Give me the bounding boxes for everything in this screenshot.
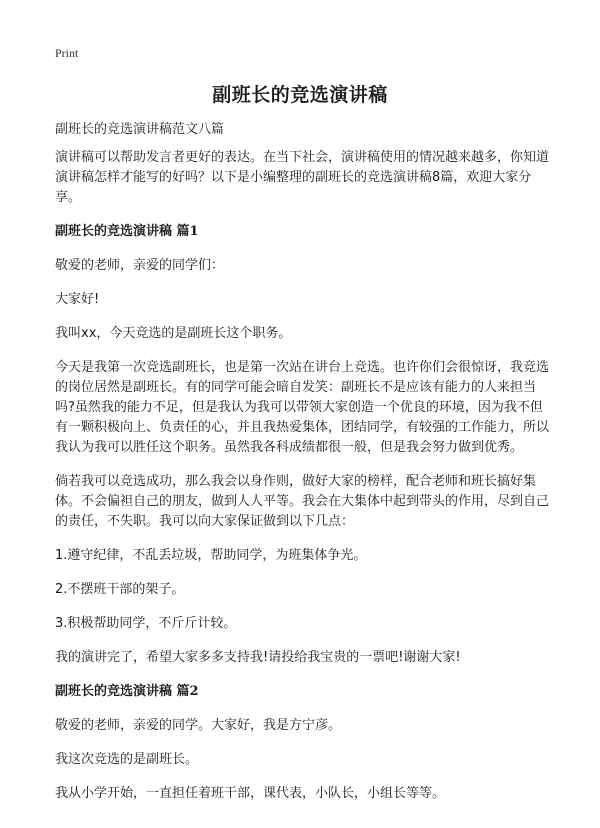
section2-line-1: 我这次竞选的是副班长。 xyxy=(55,752,199,767)
section1-closing: 我的演讲完了，希望大家多多支持我!请投给我宝贵的一票吧!谢谢大家! xyxy=(55,650,461,665)
intro-paragraph: 演讲稿可以帮助发言者更好的表达。在当下社会，演讲稿使用的情况越来越多，你知道演讲稿怎样才能写的好吗？以下是小编整理的副班长的竞选演讲稿8篇，欢迎大家分享。 xyxy=(55,150,550,205)
section1-paragraph-2: 倘若我可以竞选成功，那么我会以身作则，做好大家的榜样，配合老师和班长搞好集体。不会偏袒自己的朋友，做到人人平等。我会在大集体中起到带头的作用，尽到自己的责任，不失职。我可以向大家保证做到以下几点： xyxy=(55,474,550,529)
list-item-2: 2.不摆班干部的架子。 xyxy=(55,582,185,597)
section1-hello: 大家好! xyxy=(55,292,100,307)
section1-paragraph-1: 今天是我第一次竞选副班长，也是第一次站在讲台上竞选。也许你们会很惊讶，我竞选的岗位居然是副班长。有的同学可能会暗自发笑：副班长不是应该有能力的人来担当吗?虽然我的能力不足，但是我认为我可以带领大家创造一个优良的环境，因为我不但有一颗积极向上、负责任的心，并且我热爱集体，团结同学，有较强的工作能力，所以我认为我可以胜任这个职务。虽然我各科成绩都很一般，但是我会努力做到优秀。 xyxy=(55,360,550,455)
section2-line-2: 我从小学开始，一直担任着班干部，课代表，小队长，小组长等等。 xyxy=(55,786,446,801)
list-item-3: 3.积极帮助同学，不斤斤计较。 xyxy=(55,616,237,631)
section-heading-2: 副班长的竞选演讲稿 篇2 xyxy=(55,684,199,699)
list-item-1: 1.遵守纪律，不乱丢垃圾，帮助同学，为班集体争光。 xyxy=(55,548,367,563)
document-body xyxy=(55,148,552,818)
section1-greeting: 敬爱的老师，亲爱的同学们： xyxy=(55,258,225,273)
section-heading-1: 副班长的竞选演讲稿 篇1 xyxy=(55,224,199,239)
section2-greeting: 敬爱的老师，亲爱的同学。大家好，我是方宁彦。 xyxy=(55,718,342,733)
page-title: 副班长的竞选演讲稿 xyxy=(212,84,388,106)
document-subtitle: 副班长的竞选演讲稿范文八篇 xyxy=(55,122,225,137)
print-label: Print xyxy=(55,46,79,60)
section1-name-line: 我叫xx，今天竞选的是副班长这个职务。 xyxy=(55,326,292,341)
